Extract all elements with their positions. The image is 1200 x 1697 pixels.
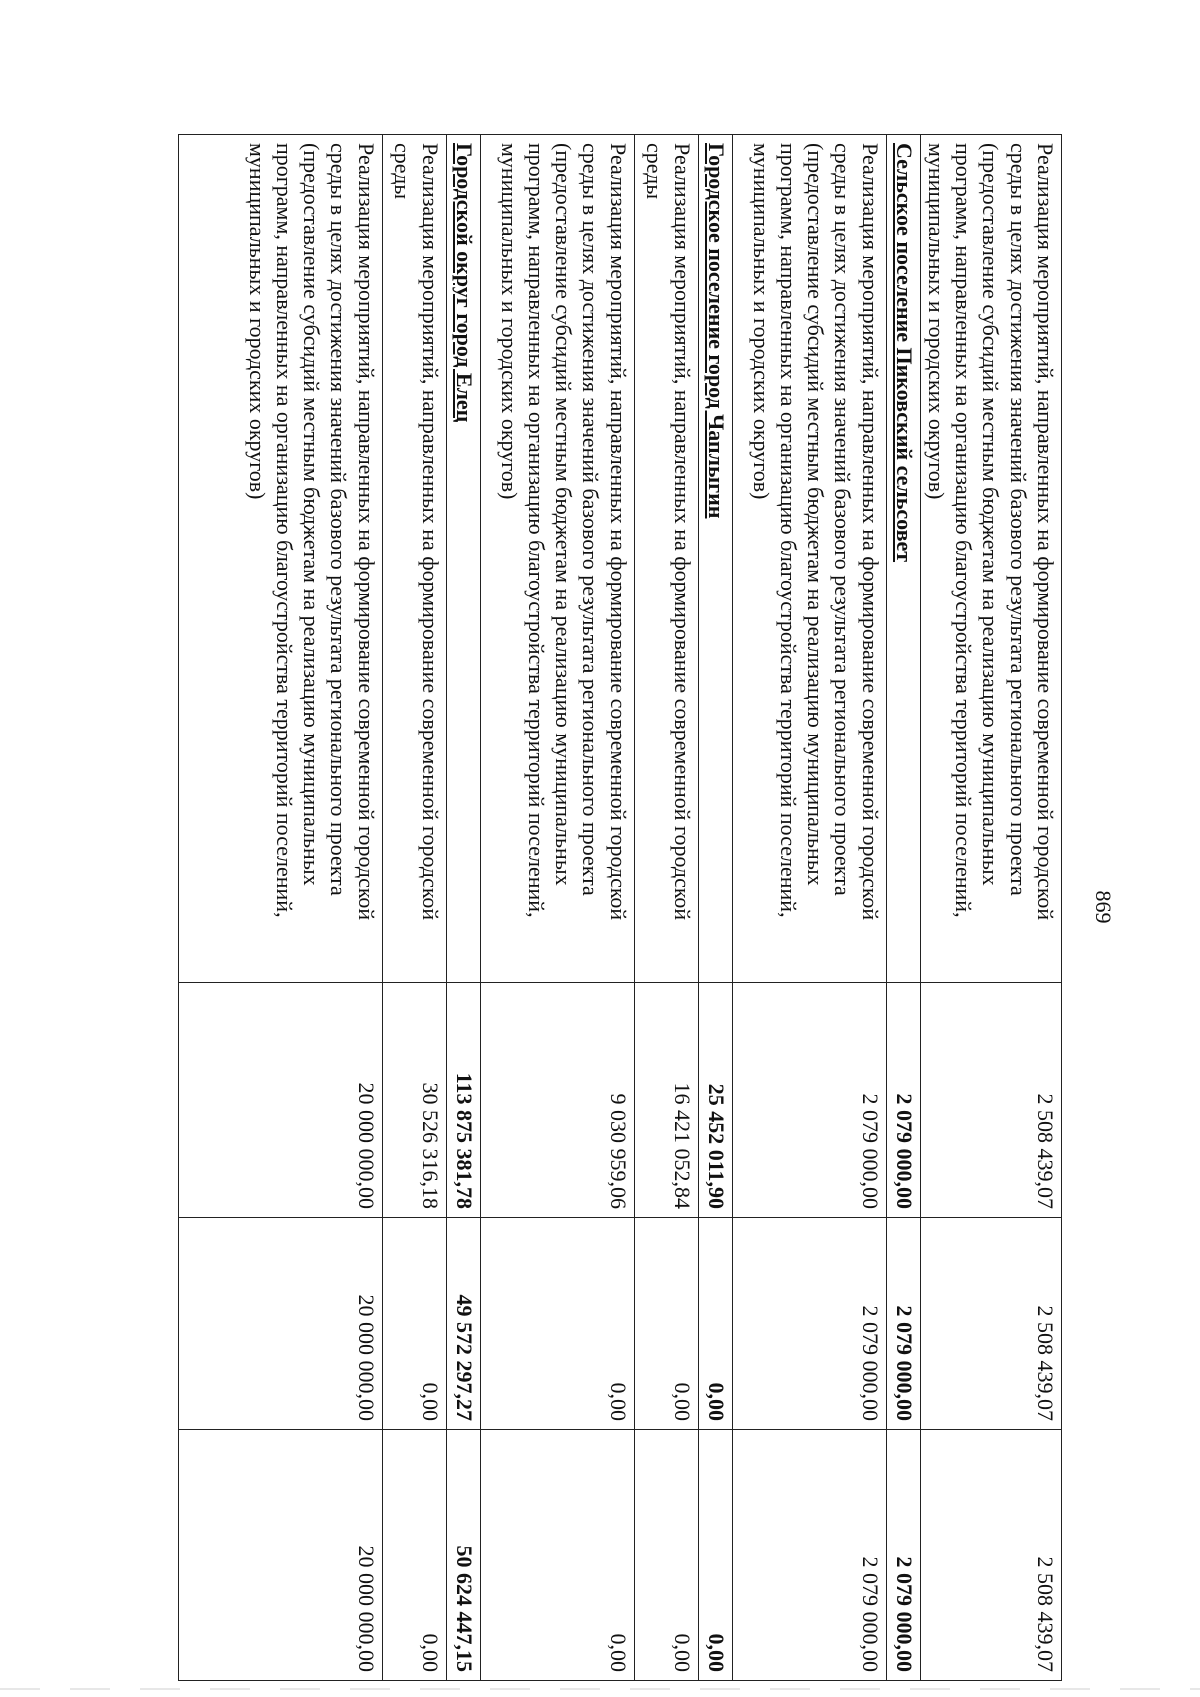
row-value-3: 0,00 bbox=[698, 1430, 732, 1681]
row-value-1: 2 508 439,07 bbox=[920, 983, 1061, 1218]
table-row bbox=[480, 135, 634, 1681]
row-value-1: 2 079 000,00 bbox=[732, 983, 886, 1218]
row-value-1: 16 421 052,84 bbox=[634, 983, 698, 1218]
table-row-heading bbox=[886, 135, 920, 1681]
row-value-2: 0,00 bbox=[634, 1218, 698, 1430]
table-row-heading bbox=[446, 135, 480, 1681]
row-value-3: 0,00 bbox=[480, 1430, 634, 1681]
budget-table-rotated bbox=[196, 134, 1062, 1680]
table-row bbox=[634, 135, 698, 1681]
table-row bbox=[178, 135, 382, 1681]
page-number: 869 bbox=[1091, 890, 1116, 924]
row-description: Реализация мероприятий, направленных на формирование современной городской среды bbox=[634, 135, 698, 983]
table-row bbox=[382, 135, 446, 1681]
row-description: Реализация мероприятий, направленных на формирование современной городской среды в целях достижения значений базового результата регионального проекта (предоставление субсидий местным бюджетам на реализацию муниципальных программ, направленных на организацию благоустройства территорий поселений, муниципальных и городских округов) bbox=[178, 135, 382, 983]
row-value-1: 30 526 316,18 bbox=[382, 983, 446, 1218]
row-description: Сельское поселение Пиковский сельсовет bbox=[886, 135, 920, 983]
row-value-3: 0,00 bbox=[382, 1430, 446, 1681]
row-value-2: 0,00 bbox=[480, 1218, 634, 1430]
row-value-2: 0,00 bbox=[382, 1218, 446, 1430]
row-value-3: 0,00 bbox=[634, 1430, 698, 1681]
table-row-heading bbox=[698, 135, 732, 1681]
row-value-3: 2 079 000,00 bbox=[886, 1430, 920, 1681]
row-value-3: 2 508 439,07 bbox=[920, 1430, 1061, 1681]
row-description: Реализация мероприятий, направленных на формирование современной городской среды в целях достижения значений базового результата регионального проекта (предоставление субсидий местным бюджетам на реализацию муниципальных программ, направленных на организацию благоустройства территорий поселений, муниципальных и городских округов) bbox=[920, 135, 1061, 983]
row-value-1: 2 079 000,00 bbox=[886, 983, 920, 1218]
row-value-1: 25 452 011,90 bbox=[698, 983, 732, 1218]
row-value-3: 50 624 447,15 bbox=[446, 1430, 480, 1681]
row-value-2: 0,00 bbox=[698, 1218, 732, 1430]
row-value-1: 9 030 959,06 bbox=[480, 983, 634, 1218]
row-description: Реализация мероприятий, направленных на формирование современной городской среды в целях достижения значений базового результата регионального проекта (предоставление субсидий местным бюджетам на реализацию муниципальных программ, направленных на организацию благоустройства территорий поселений, муниципальных и городских округов) bbox=[732, 135, 886, 983]
row-value-2: 49 572 297,27 bbox=[446, 1218, 480, 1430]
scan-artifact-line bbox=[0, 1688, 1200, 1690]
row-value-3: 20 000 000,00 bbox=[178, 1430, 382, 1681]
row-value-2: 20 000 000,00 bbox=[178, 1218, 382, 1430]
row-value-2: 2 508 439,07 bbox=[920, 1218, 1061, 1430]
table-row bbox=[920, 135, 1061, 1681]
row-value-1: 113 875 381,78 bbox=[446, 983, 480, 1218]
table-row bbox=[732, 135, 886, 1681]
row-value-1: 20 000 000,00 bbox=[178, 983, 382, 1218]
budget-table bbox=[178, 134, 1062, 1681]
row-value-3: 2 079 000,00 bbox=[732, 1430, 886, 1681]
row-description: Городской округ город Елец bbox=[446, 135, 480, 983]
row-description: Реализация мероприятий, направленных на формирование современной городской среды bbox=[382, 135, 446, 983]
row-value-2: 2 079 000,00 bbox=[732, 1218, 886, 1430]
row-description: Реализация мероприятий, направленных на формирование современной городской среды в целях достижения значений базового результата регионального проекта (предоставление субсидий местным бюджетам на реализацию муниципальных программ, направленных на организацию благоустройства территорий поселений, муниципальных и городских округов) bbox=[480, 135, 634, 983]
row-description: Городское поселение город Чаплыгин bbox=[698, 135, 732, 983]
row-value-2: 2 079 000,00 bbox=[886, 1218, 920, 1430]
